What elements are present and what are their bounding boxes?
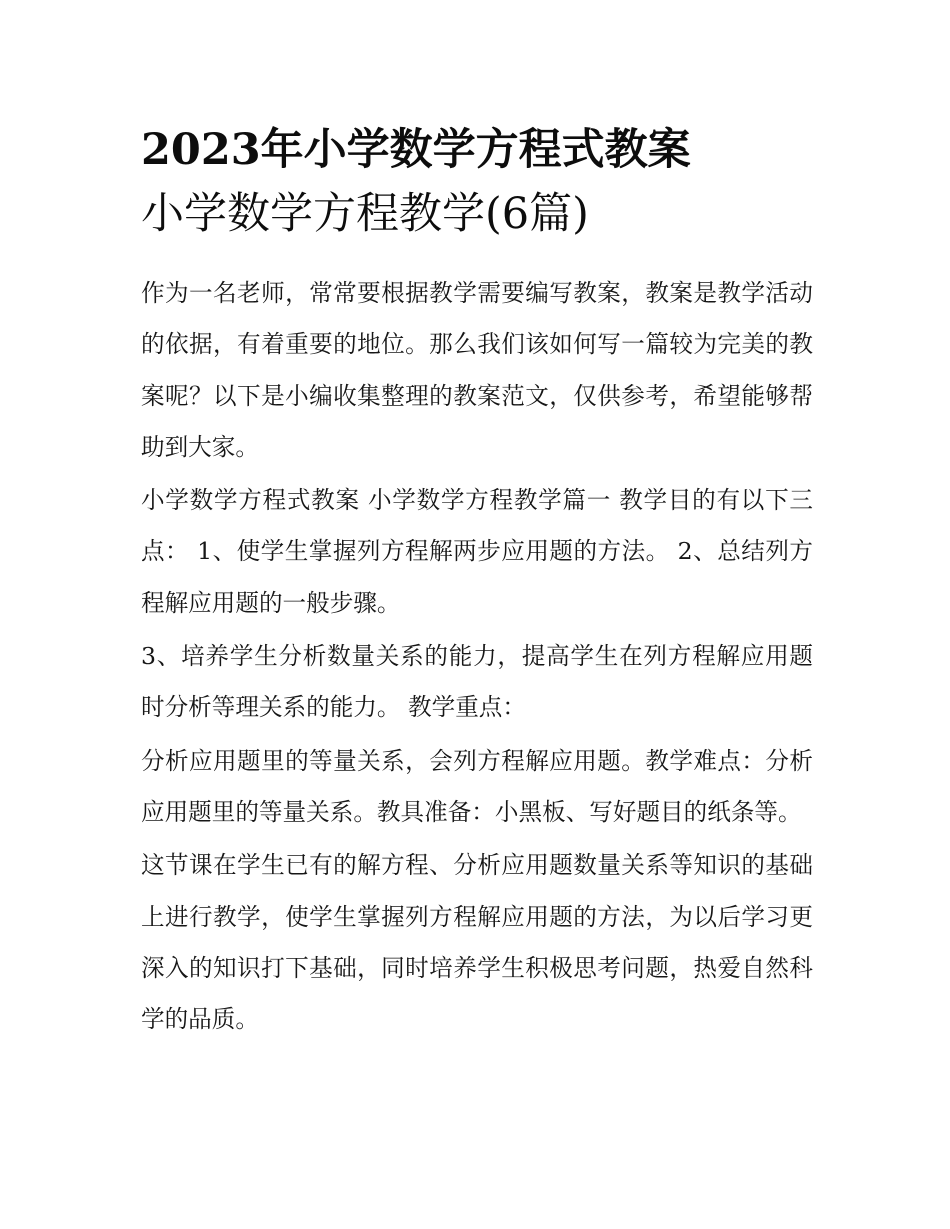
objectives-paragraph: 小学数学方程式教案 小学数学方程教学篇一 教学目的有以下三点： 1、使学生掌握列方程解两步应用题的方法。 2、总结列方程解应用题的一般步骤。 <box>141 486 813 617</box>
document-body <box>141 118 813 1047</box>
title-line-2: 小学数学方程教学(6篇) <box>141 189 589 239</box>
key-points-paragraph: 分析应用题里的等量关系，会列方程解应用题。教学难点：分析应用题里的等量关系。教具准备：小黑板、写好题目的纸条等。 <box>141 746 813 826</box>
intro-paragraph: 作为一名老师，常常要根据教学需要编写教案，教案是教学活动的依据，有着重要的地位。那么我们该如何写一篇较为完美的教案呢？以下是小编收集整理的教案范文，仅供参考，希望能够帮助到大家。 <box>141 279 813 461</box>
ability-paragraph: 3、培养学生分析数量关系的能力，提高学生在列方程解应用题时分析等理关系的能力。 教学重点： <box>141 642 813 722</box>
title-line-1: 2023年小学数学方程式教案 <box>141 125 691 175</box>
document-title <box>141 118 813 246</box>
lesson-context-paragraph: 这节课在学生已有的解方程、分析应用题数量关系等知识的基础上进行教学，使学生掌握列方程解应用题的方法，为以后学习更深入的知识打下基础，同时培养学生积极思考问题，热爱自然科学的品质。 <box>141 851 813 1034</box>
